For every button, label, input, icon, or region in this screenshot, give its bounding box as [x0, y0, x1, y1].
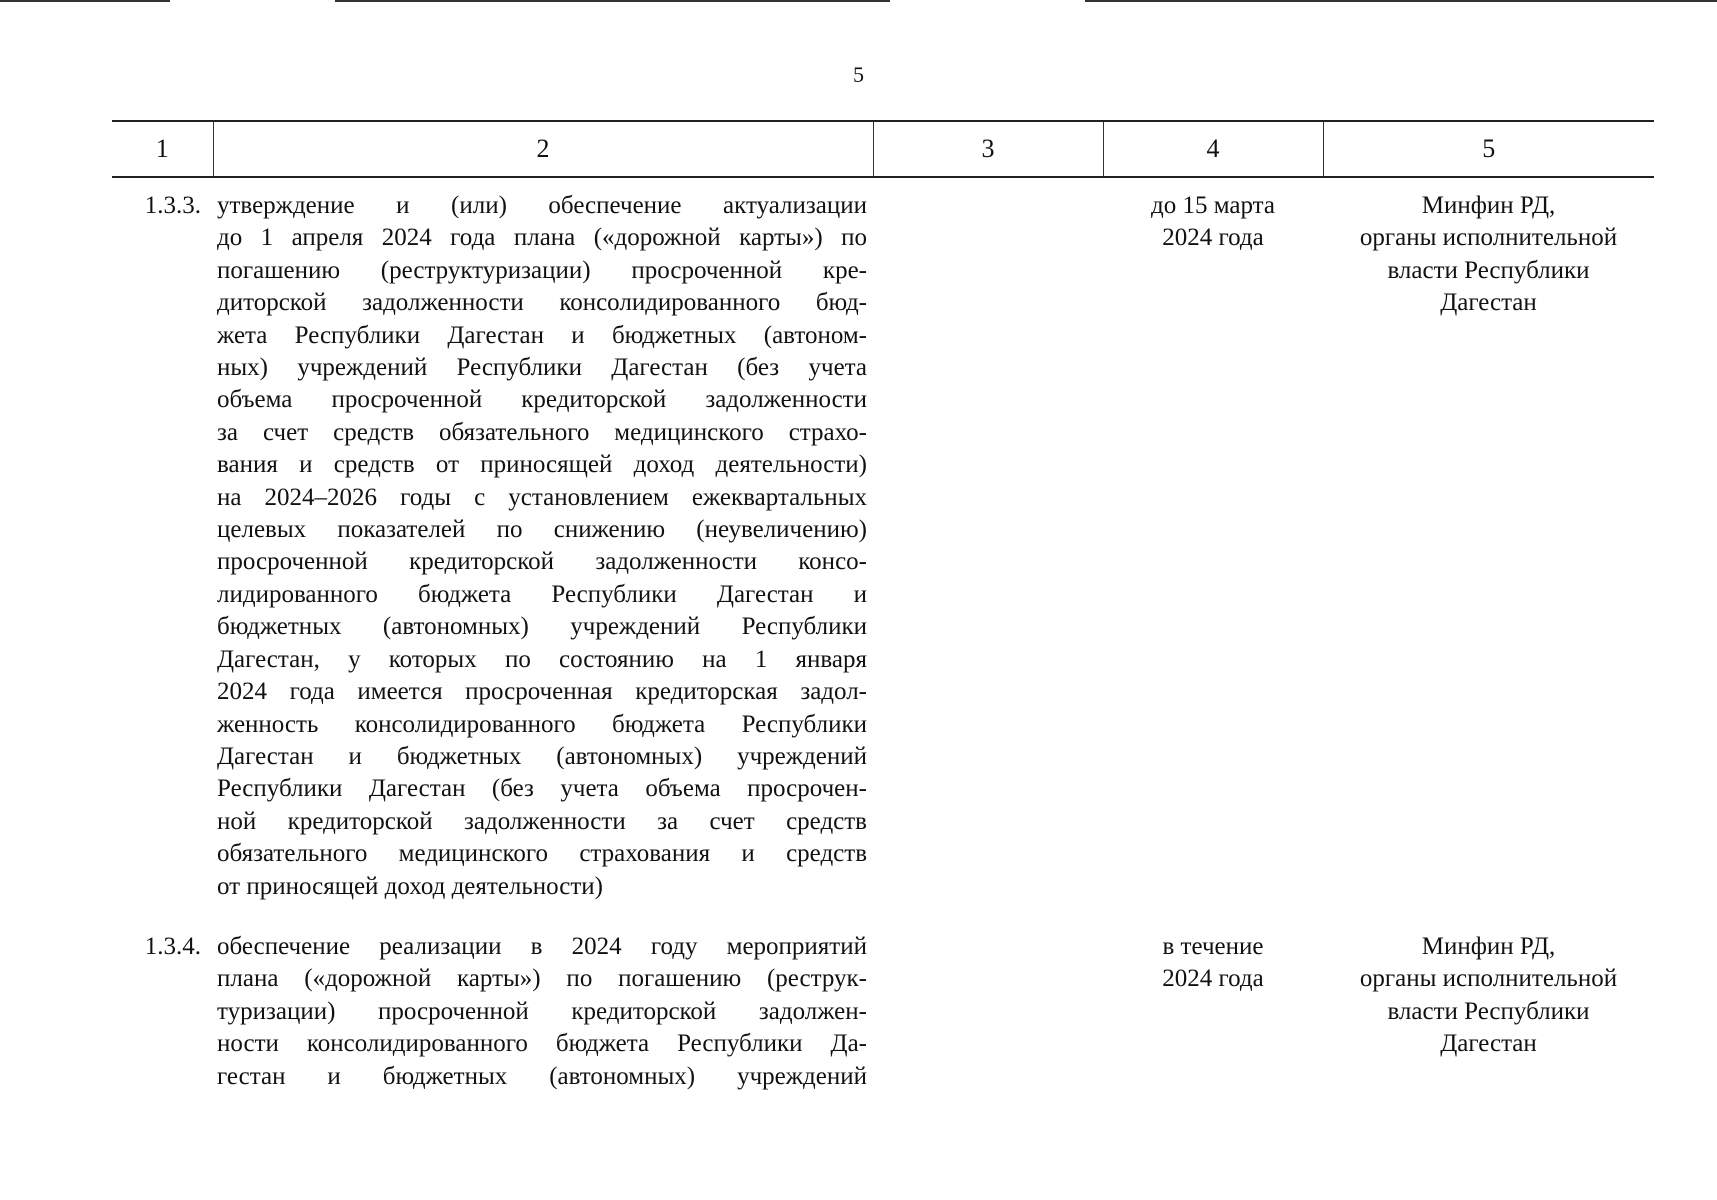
- description-line: погашению (реструктуризации) просроченной кре-: [217, 256, 867, 284]
- description-line: бюджетных (автономных) учреждений Республики: [217, 613, 867, 641]
- description-line: просроченной кредиторской задолженности консо-: [217, 548, 867, 576]
- description-line: Республики Дагестан (без учета объема просрочен-: [217, 775, 867, 803]
- description-line: женность консолидированного бюджета Республики: [217, 710, 867, 738]
- scan-edge-middle: [335, 0, 890, 2]
- responsible-cell: [1323, 927, 1654, 1093]
- description-line: диторской задолженности консолидированного бюд-: [217, 289, 867, 317]
- description-line: жета Республики Дагестан и бюджетных (автоном-: [217, 321, 867, 349]
- description-line: вания и средств от приносящей доход деятельности): [217, 451, 867, 479]
- responsible-line: Минфин РД,: [1421, 192, 1556, 219]
- deadline-line: 2024 года: [1162, 224, 1264, 252]
- header-col-3: 3: [873, 121, 1103, 177]
- description-line: Дагестан, у которых по состоянию на 1 января: [217, 645, 867, 673]
- table-row: [112, 927, 1654, 1093]
- description-line: ности консолидированного бюджета Республики Да-: [217, 1030, 867, 1058]
- plan-table: [112, 120, 1654, 1093]
- responsible-line: власти Республики: [1387, 256, 1590, 284]
- description-line: от приносящей доход деятельности): [217, 872, 604, 900]
- col3-cell: [873, 927, 1103, 1093]
- description-line: плана («дорожной карты») по погашению (реструк-: [217, 965, 867, 993]
- responsible-line: Минфин РД,: [1421, 932, 1556, 960]
- responsible-line: Дагестан: [1440, 289, 1537, 317]
- deadline-line: до 15 марта: [1151, 192, 1275, 219]
- item-number: 1.3.4.: [144, 932, 201, 960]
- responsible-line: Дагестан: [1440, 1030, 1537, 1058]
- responsible-line: органы исполнительной: [1359, 224, 1618, 252]
- item-number: 1.3.3.: [144, 192, 201, 219]
- col3-cell: [873, 177, 1103, 927]
- description-line: Дагестан и бюджетных (автономных) учреждений: [217, 742, 867, 770]
- responsible-line: власти Республики: [1387, 997, 1590, 1025]
- responsible-cell: [1323, 177, 1654, 927]
- description-line: обязательного медицинского страхования и средств: [217, 840, 867, 868]
- description-line: объема просроченной кредиторской задолженности: [217, 386, 867, 414]
- header-col-4: 4: [1103, 121, 1323, 177]
- deadline-cell: [1103, 177, 1323, 927]
- description-line: до 1 апреля 2024 года плана («дорожной карты») по: [217, 224, 867, 252]
- description-line: целевых показателей по снижению (неувеличению): [217, 516, 867, 544]
- header-col-1: 1: [112, 121, 213, 177]
- description-line: за счет средств обязательного медицинского страхо-: [217, 418, 867, 446]
- table-row: [112, 177, 1654, 927]
- deadline-line: в течение: [1162, 932, 1264, 960]
- item-description: [213, 927, 873, 1093]
- scan-edge-left: [0, 0, 170, 2]
- description-line: лидированного бюджета Республики Дагестан и: [217, 580, 867, 608]
- responsible-line: органы исполнительной: [1359, 965, 1618, 993]
- scan-edge-right: [1085, 0, 1717, 2]
- description-line: 2024 года имеется просроченная кредиторская задол-: [217, 678, 867, 706]
- description-line: гестан и бюджетных (автономных) учреждений: [217, 1062, 867, 1090]
- item-description: [213, 177, 873, 927]
- description-line: ных) учреждений Республики Дагестан (без учета: [217, 354, 867, 382]
- header-col-5: 5: [1323, 121, 1654, 177]
- deadline-cell: [1103, 927, 1323, 1093]
- table-header-row: [112, 121, 1654, 177]
- description-line: туризации) просроченной кредиторской задолжен-: [217, 997, 867, 1025]
- description-line: обеспечение реализации в 2024 году мероприятий: [217, 932, 867, 960]
- description-line: на 2024–2026 годы с установлением ежеквартальных: [217, 483, 867, 511]
- page-number: 5: [853, 62, 864, 87]
- description-line: утверждение и (или) обеспечение актуализации: [217, 192, 867, 219]
- deadline-line: 2024 года: [1162, 965, 1264, 993]
- description-line: ной кредиторской задолженности за счет средств: [217, 807, 867, 835]
- header-col-2: 2: [213, 121, 873, 177]
